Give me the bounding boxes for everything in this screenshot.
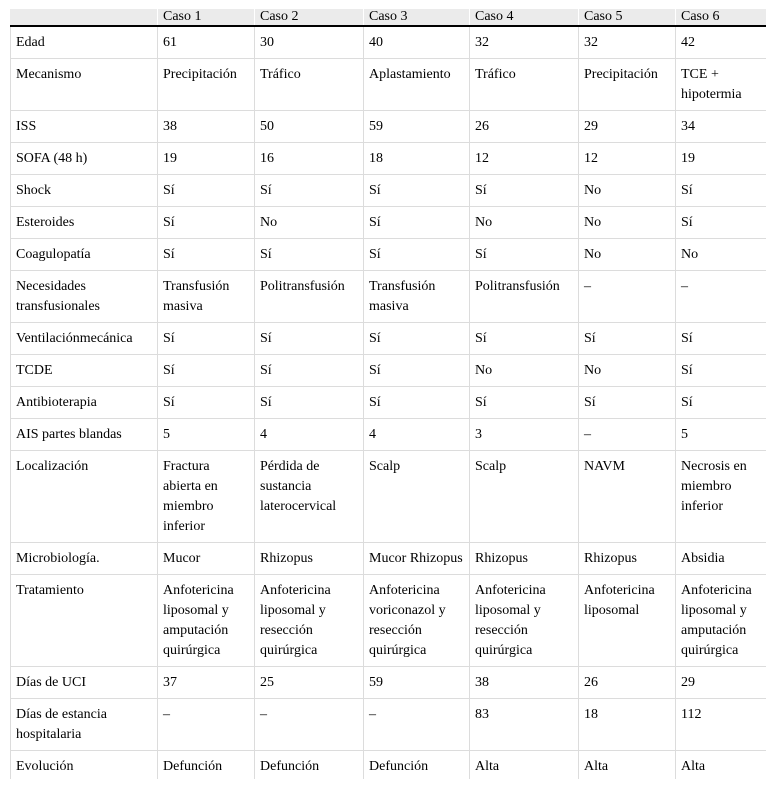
cell-caso-5: NAVM xyxy=(579,451,676,543)
cell-caso-3: – xyxy=(364,699,470,751)
cell-caso-4: 38 xyxy=(470,667,579,699)
cell-caso-5: Precipitación xyxy=(579,59,676,111)
cell-caso-6: Necrosis en miembro inferior xyxy=(676,451,767,543)
table-row xyxy=(11,271,767,323)
cell-caso-1: 37 xyxy=(158,667,255,699)
row-label: Evolución xyxy=(11,751,158,780)
cell-caso-2: Pérdida de sustancia laterocervical xyxy=(255,451,364,543)
cell-caso-5: – xyxy=(579,271,676,323)
cell-caso-6: 5 xyxy=(676,419,767,451)
cell-caso-5: No xyxy=(579,355,676,387)
table-row xyxy=(11,575,767,667)
cell-caso-3: 18 xyxy=(364,143,470,175)
table-row xyxy=(11,323,767,355)
cell-caso-6: Alta xyxy=(676,751,767,780)
row-label: Shock xyxy=(11,175,158,207)
table-body xyxy=(11,26,767,779)
table-header xyxy=(11,9,767,26)
header-caso-5: Caso 5 xyxy=(579,9,676,26)
table-row xyxy=(11,143,767,175)
cell-caso-3: 40 xyxy=(364,26,470,59)
cell-caso-3: Sí xyxy=(364,239,470,271)
cell-caso-6: Sí xyxy=(676,355,767,387)
cell-caso-2: No xyxy=(255,207,364,239)
cell-caso-1: – xyxy=(158,699,255,751)
row-label: SOFA (48 h) xyxy=(11,143,158,175)
cell-caso-5: Sí xyxy=(579,323,676,355)
row-label: Tratamiento xyxy=(11,575,158,667)
cell-caso-4: Rhizopus xyxy=(470,543,579,575)
cell-caso-2: 30 xyxy=(255,26,364,59)
cell-caso-5: Rhizopus xyxy=(579,543,676,575)
cell-caso-6: Sí xyxy=(676,207,767,239)
cell-caso-2: Anfotericina liposomal y resección quirúrgica xyxy=(255,575,364,667)
cell-caso-5: No xyxy=(579,175,676,207)
cell-caso-1: Defunción xyxy=(158,751,255,780)
cell-caso-2: 4 xyxy=(255,419,364,451)
cell-caso-5: 32 xyxy=(579,26,676,59)
cell-caso-1: Fractura abierta en miembro inferior xyxy=(158,451,255,543)
cell-caso-3: Anfotericina voriconazol y resección quirúrgica xyxy=(364,575,470,667)
row-label: Edad xyxy=(11,26,158,59)
table-row xyxy=(11,667,767,699)
cell-caso-6: Sí xyxy=(676,387,767,419)
cell-caso-3: Aplastamiento xyxy=(364,59,470,111)
table-row xyxy=(11,699,767,751)
cell-caso-1: Mucor xyxy=(158,543,255,575)
cell-caso-6: 112 xyxy=(676,699,767,751)
header-caso-2: Caso 2 xyxy=(255,9,364,26)
header-caso-4: Caso 4 xyxy=(470,9,579,26)
cell-caso-5: 26 xyxy=(579,667,676,699)
row-label: Esteroides xyxy=(11,207,158,239)
cell-caso-2: Sí xyxy=(255,239,364,271)
cell-caso-6: No xyxy=(676,239,767,271)
cell-caso-4: 83 xyxy=(470,699,579,751)
row-label: ISS xyxy=(11,111,158,143)
cell-caso-4: No xyxy=(470,207,579,239)
table-row xyxy=(11,239,767,271)
cell-caso-2: Rhizopus xyxy=(255,543,364,575)
table-row xyxy=(11,451,767,543)
cell-caso-6: 29 xyxy=(676,667,767,699)
cell-caso-1: Transfusión masiva xyxy=(158,271,255,323)
table-row xyxy=(11,751,767,780)
cell-caso-6: Sí xyxy=(676,323,767,355)
header-caso-6: Caso 6 xyxy=(676,9,767,26)
cell-caso-4: Sí xyxy=(470,387,579,419)
cell-caso-1: Sí xyxy=(158,175,255,207)
cell-caso-3: Sí xyxy=(364,175,470,207)
header-corner xyxy=(11,9,158,26)
cell-caso-1: 19 xyxy=(158,143,255,175)
table-row xyxy=(11,419,767,451)
cell-caso-6: 34 xyxy=(676,111,767,143)
header-caso-1: Caso 1 xyxy=(158,9,255,26)
row-label: Necesidades transfusionales xyxy=(11,271,158,323)
row-label: Localización xyxy=(11,451,158,543)
cell-caso-4: Sí xyxy=(470,175,579,207)
cell-caso-6: TCE + hipotermia xyxy=(676,59,767,111)
row-label: Mecanismo xyxy=(11,59,158,111)
table-row xyxy=(11,355,767,387)
cell-caso-2: 50 xyxy=(255,111,364,143)
cell-caso-4: 12 xyxy=(470,143,579,175)
header-caso-3: Caso 3 xyxy=(364,9,470,26)
cell-caso-3: Sí xyxy=(364,323,470,355)
cell-caso-2: Politransfusión xyxy=(255,271,364,323)
cell-caso-2: 25 xyxy=(255,667,364,699)
cell-caso-1: Sí xyxy=(158,207,255,239)
table-row xyxy=(11,26,767,59)
cell-caso-2: Sí xyxy=(255,387,364,419)
cell-caso-4: 32 xyxy=(470,26,579,59)
cell-caso-1: Sí xyxy=(158,239,255,271)
cell-caso-4: Sí xyxy=(470,239,579,271)
table-row xyxy=(11,207,767,239)
cases-table xyxy=(10,9,766,779)
cell-caso-6: Absidia xyxy=(676,543,767,575)
cell-caso-1: 61 xyxy=(158,26,255,59)
cell-caso-3: Defunción xyxy=(364,751,470,780)
cell-caso-2: Tráfico xyxy=(255,59,364,111)
row-label: TCDE xyxy=(11,355,158,387)
cell-caso-3: Sí xyxy=(364,355,470,387)
cell-caso-2: Sí xyxy=(255,175,364,207)
cell-caso-6: Anfotericina liposomal y amputación quirúrgica xyxy=(676,575,767,667)
table-container xyxy=(10,9,766,779)
row-label: Coagulopatía xyxy=(11,239,158,271)
cell-caso-1: Precipitación xyxy=(158,59,255,111)
cell-caso-3: Scalp xyxy=(364,451,470,543)
cell-caso-4: Scalp xyxy=(470,451,579,543)
cell-caso-6: 42 xyxy=(676,26,767,59)
cell-caso-5: No xyxy=(579,207,676,239)
cell-caso-4: Anfotericina liposomal y resección quirúrgica xyxy=(470,575,579,667)
cell-caso-3: 59 xyxy=(364,111,470,143)
cell-caso-3: Sí xyxy=(364,387,470,419)
cell-caso-6: 19 xyxy=(676,143,767,175)
cell-caso-2: Sí xyxy=(255,323,364,355)
cell-caso-5: Sí xyxy=(579,387,676,419)
cell-caso-1: Anfotericina liposomal y amputación quirúrgica xyxy=(158,575,255,667)
cell-caso-1: Sí xyxy=(158,387,255,419)
cell-caso-4: Sí xyxy=(470,323,579,355)
table-row xyxy=(11,59,767,111)
cell-caso-3: Mucor Rhizopus xyxy=(364,543,470,575)
cell-caso-4: Alta xyxy=(470,751,579,780)
table-row xyxy=(11,387,767,419)
cell-caso-4: 3 xyxy=(470,419,579,451)
table-row xyxy=(11,543,767,575)
cell-caso-5: – xyxy=(579,419,676,451)
cell-caso-5: 29 xyxy=(579,111,676,143)
cell-caso-1: Sí xyxy=(158,323,255,355)
cell-caso-3: 59 xyxy=(364,667,470,699)
cell-caso-6: – xyxy=(676,271,767,323)
table-row xyxy=(11,175,767,207)
row-label: AIS partes blandas xyxy=(11,419,158,451)
cell-caso-4: No xyxy=(470,355,579,387)
cell-caso-2: Sí xyxy=(255,355,364,387)
cell-caso-2: – xyxy=(255,699,364,751)
cell-caso-3: 4 xyxy=(364,419,470,451)
row-label: Ventilaciónmecánica xyxy=(11,323,158,355)
cell-caso-1: 5 xyxy=(158,419,255,451)
cell-caso-1: Sí xyxy=(158,355,255,387)
cell-caso-3: Sí xyxy=(364,207,470,239)
cell-caso-4: 26 xyxy=(470,111,579,143)
cell-caso-5: No xyxy=(579,239,676,271)
cell-caso-5: 18 xyxy=(579,699,676,751)
row-label: Antibioterapia xyxy=(11,387,158,419)
row-label: Días de UCI xyxy=(11,667,158,699)
cell-caso-4: Tráfico xyxy=(470,59,579,111)
cell-caso-5: Alta xyxy=(579,751,676,780)
cell-caso-2: Defunción xyxy=(255,751,364,780)
cell-caso-1: 38 xyxy=(158,111,255,143)
cell-caso-5: Anfotericina liposomal xyxy=(579,575,676,667)
cell-caso-2: 16 xyxy=(255,143,364,175)
cell-caso-6: Sí xyxy=(676,175,767,207)
row-label: Microbiología. xyxy=(11,543,158,575)
cell-caso-4: Politransfusión xyxy=(470,271,579,323)
row-label: Días de estancia hospitalaria xyxy=(11,699,158,751)
table-row xyxy=(11,111,767,143)
cell-caso-3: Transfusión masiva xyxy=(364,271,470,323)
header-row xyxy=(11,9,767,26)
cell-caso-5: 12 xyxy=(579,143,676,175)
